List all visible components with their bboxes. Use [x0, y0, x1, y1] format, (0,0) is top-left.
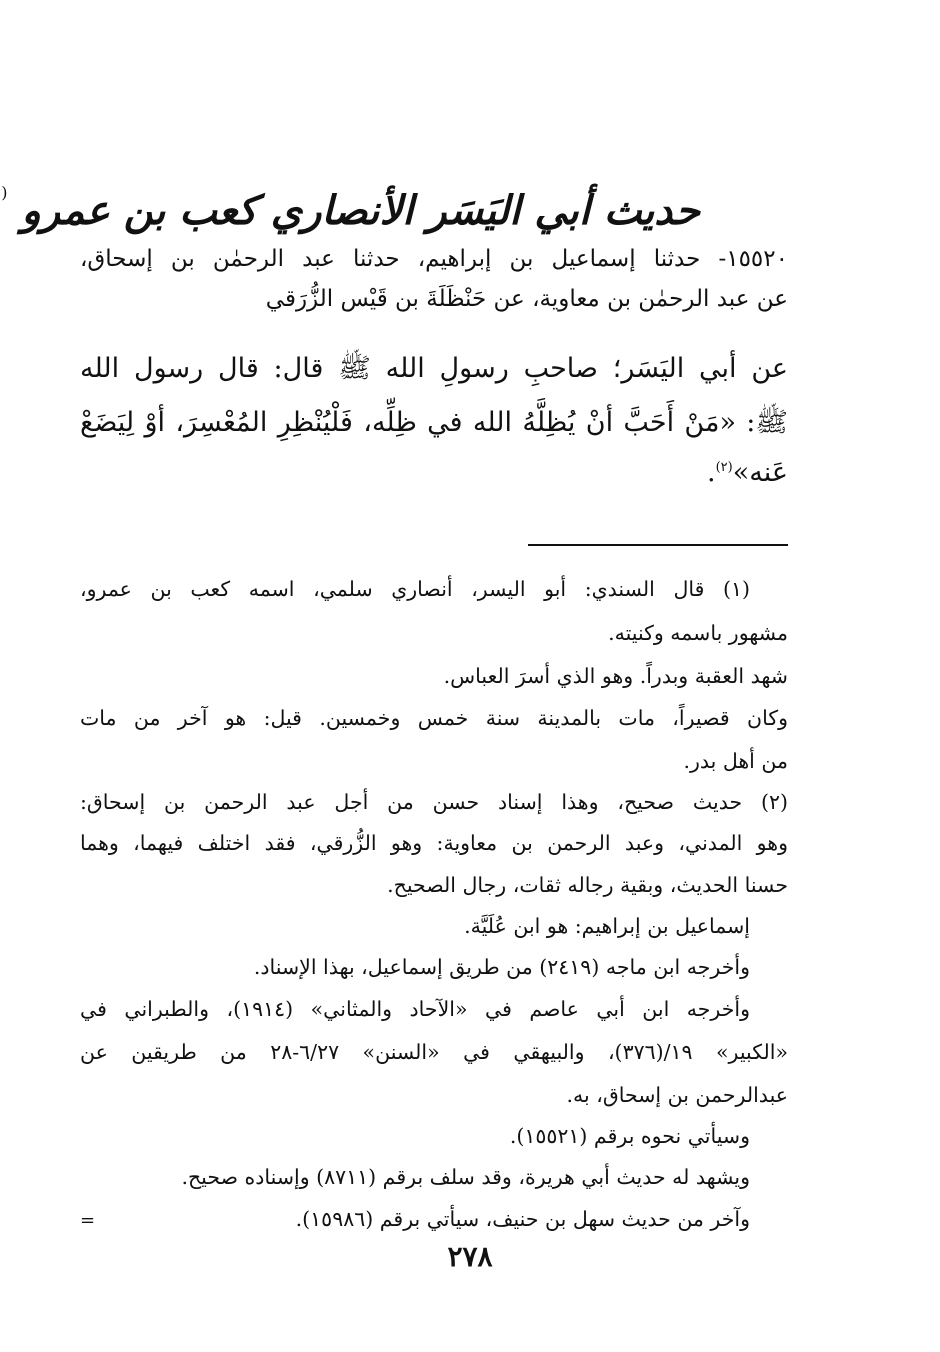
page-number: ٢٧٨	[447, 1240, 493, 1273]
footnote-line: شهد العقبة وبدراً. وهو الذي أسرَ العباس.	[443, 664, 788, 688]
footnote-line: وآخر من حديث سهل بن حنيف، سيأتي برقم (١٥٩٨٦).	[295, 1207, 750, 1231]
footnote-line: (٢) حديث صحيح، وهذا إسناد حسن من أجل عبد الرحمن بن إسحاق:	[80, 790, 788, 814]
footnote-line: مشهور باسمه وكنيته.	[608, 621, 788, 645]
matn-last-line	[80, 457, 788, 488]
footnote-line: إسماعيل بن إبراهيم: هو ابن عُلَيَّة.	[464, 914, 750, 938]
matn-line: ﷺ: «مَنْ أَحَبَّ أنْ يُظِلَّهُ الله في ظِلِّه، فَلْيُنْظِرِ المُعْسِرَ، أوْ لِيَضَعْ	[80, 407, 788, 438]
footnote-line: حسنا الحديث، وبقية رجاله ثقات، رجال الصحيح.	[387, 873, 788, 897]
footnote-line: وأخرجه ابن أبي عاصم في «الآحاد والمثاني» (١٩١٤)، والطبراني في	[80, 997, 750, 1021]
footnote-line: وسيأتي نحوه برقم (١٥٥٢١).	[509, 1124, 750, 1148]
matn-line: عن أبي اليَسَر؛ صاحبِ رسولِ الله ﷺ قال: قال رسول الله	[80, 353, 788, 384]
footnote-line: وكان قصيراً، مات بالمدينة سنة خمس وخمسين. قيل: هو آخر من مات	[80, 706, 788, 730]
matn-line-text: عَنه»	[732, 457, 788, 488]
footnote-line: ويشهد له حديث أبي هريرة، وقد سلف برقم (٨٧١١) وإسناده صحيح.	[181, 1165, 750, 1189]
chapter-title-footnote-ref: (	[1, 183, 8, 202]
chapter-title-text: حديث أبي اليَسَر الأنصاري كعب بن عمرو	[21, 187, 700, 234]
chapter-title	[1, 158, 700, 234]
footnote-line: عبدالرحمن بن إسحاق، به.	[566, 1083, 788, 1107]
footnote-line: وهو المدني، وعبد الرحمن بن معاوية: وهو الزُّرقي، فقد اختلف فيهما، وهما	[80, 831, 788, 855]
footnote-line: «الكبير» ١٩/(٣٧٦)، والبيهقي في «السنن» ٦/٢٧-٢٨ من طريقين عن	[80, 1040, 789, 1064]
matn-end-punct: .	[707, 457, 716, 488]
footnote-separator	[528, 544, 788, 546]
footnote-line: (١) قال السندي: أبو اليسر، أنصاري سلمي، اسمه كعب بن عمرو،	[80, 577, 750, 601]
isnad-line: عن عبد الرحمٰن بن معاوية، عن حَنْظَلَةَ بن قَيْس الزُّرَقي	[265, 286, 788, 312]
footnote-line: وأخرجه ابن ماجه (٢٤١٩) من طريق إسماعيل، بهذا الإسناد.	[253, 955, 750, 979]
continuation-mark: =	[80, 1210, 96, 1231]
isnad-line: ١٥٥٢٠- حدثنا إسماعيل بن إبراهيم، حدثنا عبد الرحمٰن بن إسحاق،	[80, 246, 788, 272]
matn-footnote-ref: (٢)	[715, 460, 733, 475]
footnote-line: من أهل بدر.	[683, 749, 788, 773]
